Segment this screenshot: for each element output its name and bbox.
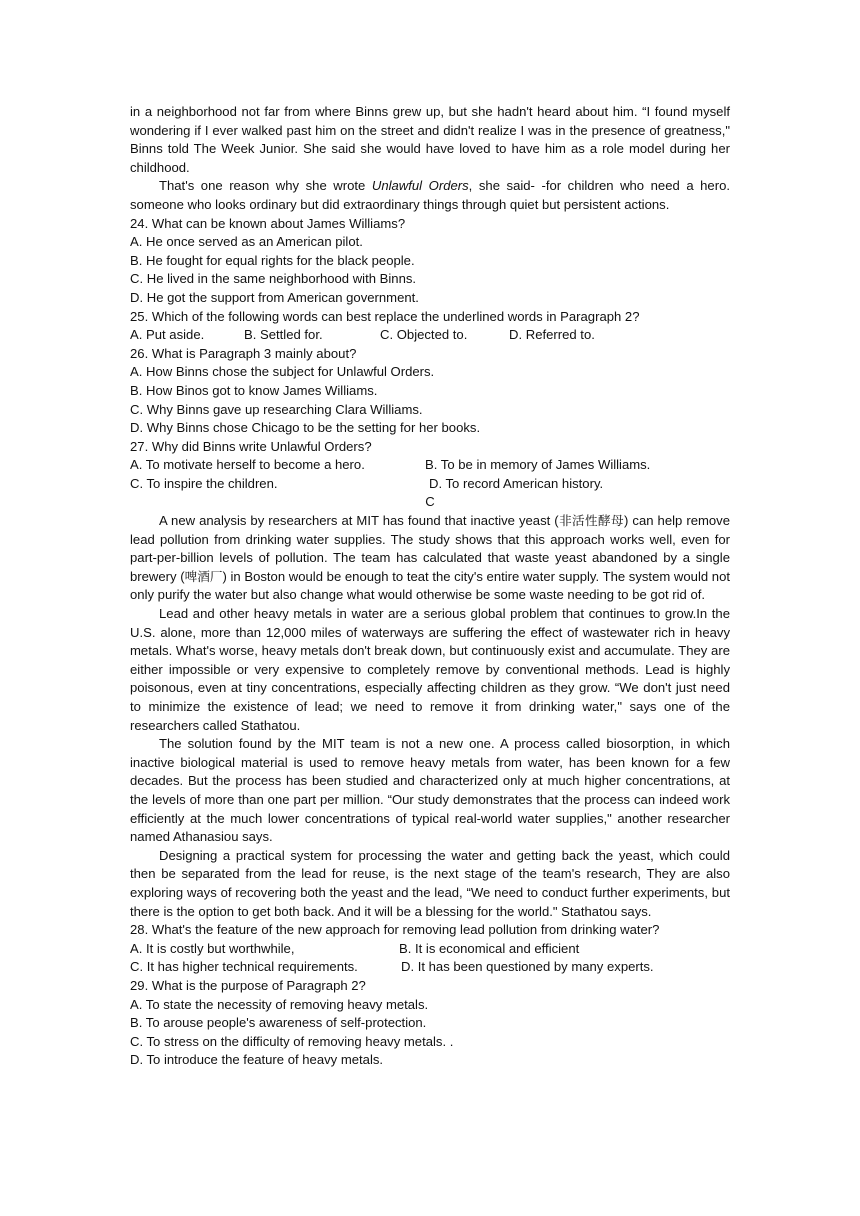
- question-stem: 27. Why did Binns write Unlawful Orders?: [130, 438, 372, 454]
- option-b: B. Settled for.: [244, 327, 323, 343]
- options-row: [130, 456, 730, 475]
- question-stem: 26. What is Paragraph 3 mainly about?: [130, 345, 357, 361]
- document-page: [130, 103, 730, 1070]
- question-26: [130, 345, 730, 438]
- passage-c-paragraph-3: The solution found by the MIT team is not a new one. A process called biosorption, in which inactive biological material is used to remove heavy metals from water, has been known for a few decades. But the process has been studied and characterized only at much higher concentrations, at the levels of more than one part per million. “Our study demonstrates that the process can indeed work efficiently at the much lower concentrations of typical real-world water supplies," another researcher named Athanasiou says.: [130, 736, 730, 845]
- question-stem: 25. Which of the following words can best replace the underlined words in Paragraph 2?: [130, 308, 640, 324]
- passage-c-paragraph-1: A new analysis by researchers at MIT has found that inactive yeast (非活性酵母) can help remove lead pollution from drinking water supplies. The study shows that this approach works well, even for part-per-billion levels of pollution. The team has calculated that waste yeast abandoned by a single brewery (啤酒厂) in Boston would be enough to teat the city's entire water supply. The system would not only purify the water but also change what would otherwise be some waste needing to be got rid of.: [130, 513, 730, 603]
- option-d: D. To record American history.: [429, 475, 604, 491]
- options-row: [130, 326, 730, 345]
- question-stem: 24. What can be known about James Williams?: [130, 215, 406, 231]
- options-row: [130, 958, 730, 977]
- option-a: A. It is costly but worthwhile,: [130, 940, 295, 956]
- chinese-gloss-yeast: 非活性酵母: [558, 513, 625, 529]
- option-b: B. He fought for equal rights for the black people.: [130, 252, 415, 268]
- option-d: D. Referred to.: [509, 327, 595, 343]
- passage-c-paragraph-2: Lead and other heavy metals in water are a serious global problem that continues to grow.In the U.S. alone, more than 12,000 miles of waterways are suffering the effect of wastewater rich in heavy metals. What's worse, heavy metals don't break down, but continuously exist and accumulate. They are either impossible or very expensive to completely remove by conventional methods. Lead is highly poisonous, even at tiny concentrations, especially affecting children as they grow. “We don't just need to minimize the existence of lead; we need to remove it from drinking water," says one of the researchers called Stathatou.: [130, 606, 730, 733]
- question-stem: 28. What's the feature of the new approach for removing lead pollution from drinking water?: [130, 922, 660, 938]
- option-b: B. To be in memory of James Williams.: [425, 457, 651, 473]
- option-d: D. To introduce the feature of heavy metals.: [130, 1052, 384, 1068]
- question-25: [130, 308, 730, 345]
- question-stem: 29. What is the purpose of Paragraph 2?: [130, 977, 366, 993]
- option-a: A. To motivate herself to become a hero.: [130, 457, 365, 473]
- options-row: [130, 475, 730, 494]
- question-29: [130, 977, 730, 1070]
- option-c: C. He lived in the same neighborhood with Binns.: [130, 271, 417, 287]
- option-c: C. Why Binns gave up researching Clara Williams.: [130, 401, 423, 417]
- option-b: B. How Binos got to know James Williams.: [130, 382, 378, 398]
- option-a: A. He once served as an American pilot.: [130, 234, 363, 250]
- option-c: C. To stress on the difficulty of removing heavy metals. .: [130, 1033, 454, 1049]
- passage-b-paragraph-1: in a neighborhood not far from where Binns grew up, but she hadn't heard about him. “I found myself wondering if I ever walked past him on the street and didn't realize I was in the presence of greatness," Binns told The Week Junior. She said she would have loved to have him as a role model during her childhood.: [130, 104, 730, 175]
- option-b: B. It is economical and efficient: [399, 940, 580, 956]
- option-d: D. Why Binns chose Chicago to be the setting for her books.: [130, 420, 481, 436]
- option-a: A. To state the necessity of removing heavy metals.: [130, 996, 429, 1012]
- book-title: Unlawful Orders: [371, 178, 469, 194]
- option-b: B. To arouse people's awareness of self-protection.: [130, 1015, 427, 1031]
- option-c: C. To inspire the children.: [130, 475, 278, 491]
- passage-b-paragraph-2: That's one reason why she wrote Unlawful Orders, she said- -for children who need a hero. someone who looks ordinary but did extraordinary things through quiet but persistent actions.: [130, 178, 730, 212]
- option-d: D. He got the support from American government.: [130, 289, 419, 305]
- question-27: [130, 438, 730, 494]
- option-a: A. How Binns chose the subject for Unlawful Orders.: [130, 364, 435, 380]
- option-c: C. Objected to.: [380, 327, 468, 343]
- passage-c-paragraph-4: Designing a practical system for processing the water and getting back the yeast, which could then be separated from the lead for reuse, is the next stage of the team's research, They are also exploring ways of recovering both the yeast and the lead, “We need to conduct further experiments, but there is the option to get both back. And it will be a blessing for the world." Stathatou says.: [130, 847, 730, 919]
- section-label: C: [425, 494, 435, 510]
- option-d: D. It has been questioned by many experts.: [401, 959, 654, 975]
- question-28: [130, 921, 730, 977]
- options-row: [130, 940, 730, 959]
- question-24: [130, 215, 730, 308]
- option-c: C. It has higher technical requirements.: [130, 959, 358, 975]
- option-a: A. Put aside.: [130, 327, 205, 343]
- chinese-gloss-brewery: 啤酒厂: [184, 568, 223, 584]
